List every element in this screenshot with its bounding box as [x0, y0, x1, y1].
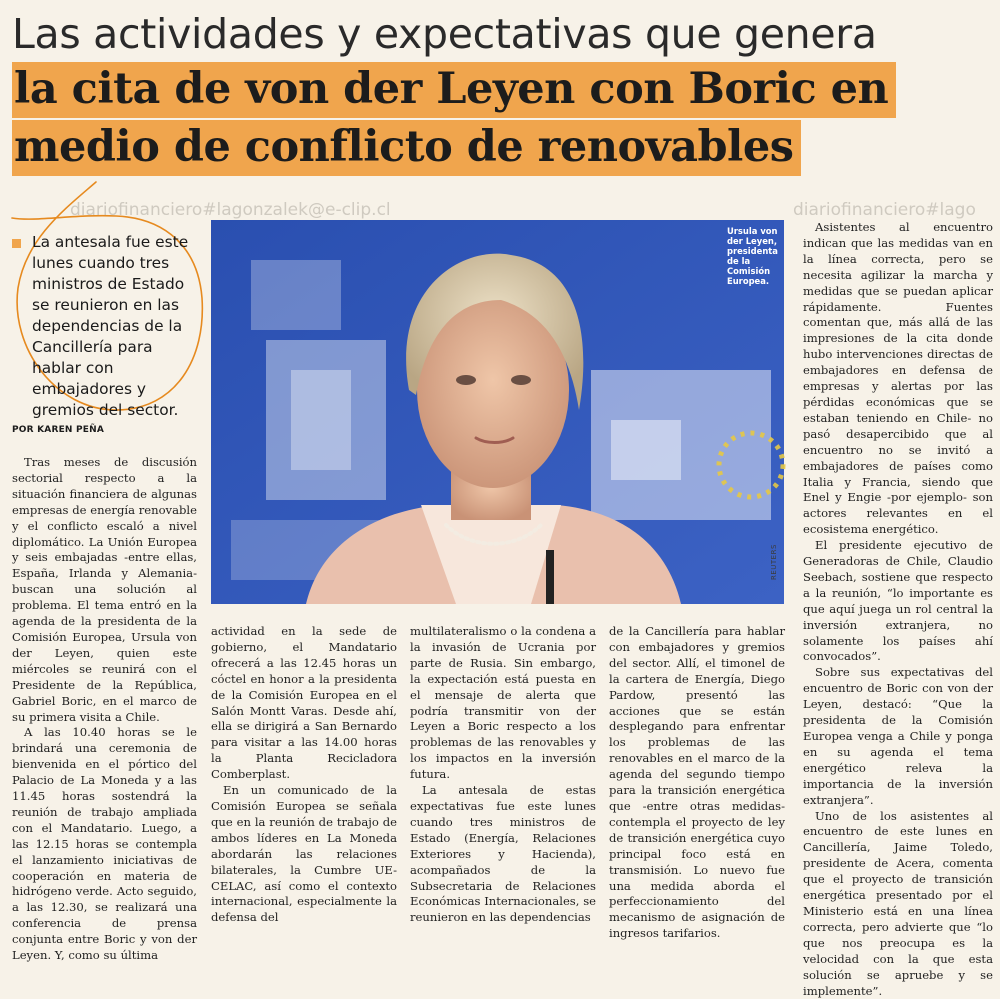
watermark-right: diariofinanciero#lago [793, 200, 976, 220]
article-column-4 [609, 624, 785, 942]
paragraph: El presidente ejecutivo de Generadoras de Chile, Claudio Seebach, sostiene que respecto a la reunión, “lo importante es que aquí juega un rol central la inversión extranjera, no solamente los países ahí convocados”. [803, 538, 993, 664]
bullet-square-icon [12, 239, 21, 248]
headline-line-1: Las actividades y expectativas que genera [12, 10, 877, 58]
paragraph: Sobre sus expectativas del encuentro de Boric con von der Leyen, destacó: “Que la presidenta de la Comisión Europea venga a Chile y ponga en su agenda el tema energético releva la importancia de la inversión extranjera”. [803, 665, 993, 807]
photo-von-der-leyen [211, 220, 784, 604]
paragraph: de la Cancillería para hablar con embajadores y gremios del sector. Allí, el timonel de la cartera de Energía, Diego Pardow, presentó las acciones que se están desplegando para enfrentar los problemas de las renovables en el marco de la agenda del segundo tiempo para la transición energética que -entre otras medidas- contempla el proyecto de ley de transición energética cuyo principal foco está en transmisión. Lo nuevo fue una medida aborda el perfeccionamiento del mecanismo de asignación de ingresos tarifarios. [609, 624, 785, 941]
lead-summary [12, 232, 202, 421]
article-column-5 [803, 220, 993, 999]
article-column-1 [12, 455, 197, 964]
article-column-3 [410, 624, 596, 926]
headline-line-2: la cita de von der Leyen con Boric en [12, 62, 896, 118]
lead-text: La antesala fue este lunes cuando tres ministros de Estado se reunieron en las dependencias de la Cancillería para hablar con embajadores y gremios del sector. [32, 233, 189, 419]
headline-line-3: medio de conflicto de renovables [12, 120, 801, 176]
portrait-illustration [211, 220, 784, 604]
headline [12, 8, 992, 176]
paragraph: multilateralismo o la condena a la invasión de Ucrania por parte de Rusia. Sin embargo, la expectación está puesta en el mensaje de alerta que podría transmitir von der Leyen a Boric respecto a los problemas de las renovables y los impactos en la inversión futura. [410, 624, 596, 782]
paragraph: La antesala de estas expectativas fue este lunes cuando tres ministros de Estado (Energía, Relaciones Exteriores y Hacienda), acompañados de la Subsecretaria de Relaciones Económicas Internacionales, se reunieron en las dependencias [410, 783, 596, 925]
paragraph: Uno de los asistentes al encuentro de este lunes en Cancillería, Jaime Toledo, presidente de Acera, comenta que el proyecto de transición energética presentado por el Ministerio está en una línea correcta, pero advierte que “lo que nos preocupa es la velocidad con la que esta solución se apruebe y se implemente”. [803, 808, 993, 998]
paragraph: En un comunicado de la Comisión Europea se señala que en la reunión de trabajo de ambos líderes en La Moneda abordarán las relaciones bilaterales, la Cumbre UE-CELAC, así como el contexto internacional, especialmente la defensa del [211, 783, 397, 925]
paragraph: Tras meses de discusión sectorial respecto a la situación financiera de algunas empresas de energía renovable y el conflicto escaló a nivel diplomático. La Unión Europea y seis embajadas -entre ellas, España, Irlanda y Alemania- buscan una solución al problema. El tema entró en la agenda de la presidenta de la Comisión Europea, Ursula von der Leyen, quien este miércoles se reunirá con el Presidente de la República, Gabriel Boric, en el marco de su primera visita a Chile. [12, 455, 197, 724]
watermark-left: diariofinanciero#lagonzalek@e-clip.cl [70, 200, 391, 220]
byline: POR KAREN PEÑA [12, 425, 105, 435]
photo-caption: Ursula von der Leyen, presidenta de la Comisión Europea. [727, 226, 778, 286]
article-column-2 [211, 624, 397, 926]
paragraph: A las 10.40 horas se le brindará una ceremonia de bienvenida en el pórtico del Palacio de La Moneda y a las 11.45 horas sostendrá la reunión de trabajo ampliada con el Mandatario. Luego, a las 12.15 horas se contempla el lanzamiento iniciativas de cooperación en materia de hidrógeno verde. Acto seguido, a las 12.30, se realizará una conferencia de prensa conjunta entre Boric y von der Leyen. Y, como su última [12, 725, 197, 963]
paragraph: Asistentes al encuentro indican que las medidas van en la línea correcta, pero se necesita agilizar la marcha y medidas que se puedan aplicar rápidamente. Fuentes comentan que, más allá de las impresiones de la cita donde hubo intervenciones directas de embajadores en defensa de empresas y alertas por las pérdidas económicas que se estaban teniendo en Chile- no pasó desapercibido que al encuentro no se invitó a embajadores de países como Italia y Francia, siendo que Enel y Engie -por ejemplo- son actores relevantes en el ecosistema energético. [803, 220, 993, 537]
photo-credit: REUTERS [770, 544, 778, 580]
paragraph: actividad en la sede de gobierno, el Mandatario ofrecerá a las 12.45 horas un cóctel en honor a la presidenta de la Comisión Europea en el Salón Montt Varas. Desde ahí, ella se dirigirá a San Bernardo para visitar a las 14.00 horas la Planta Recicladora Comberplast. [211, 624, 397, 782]
